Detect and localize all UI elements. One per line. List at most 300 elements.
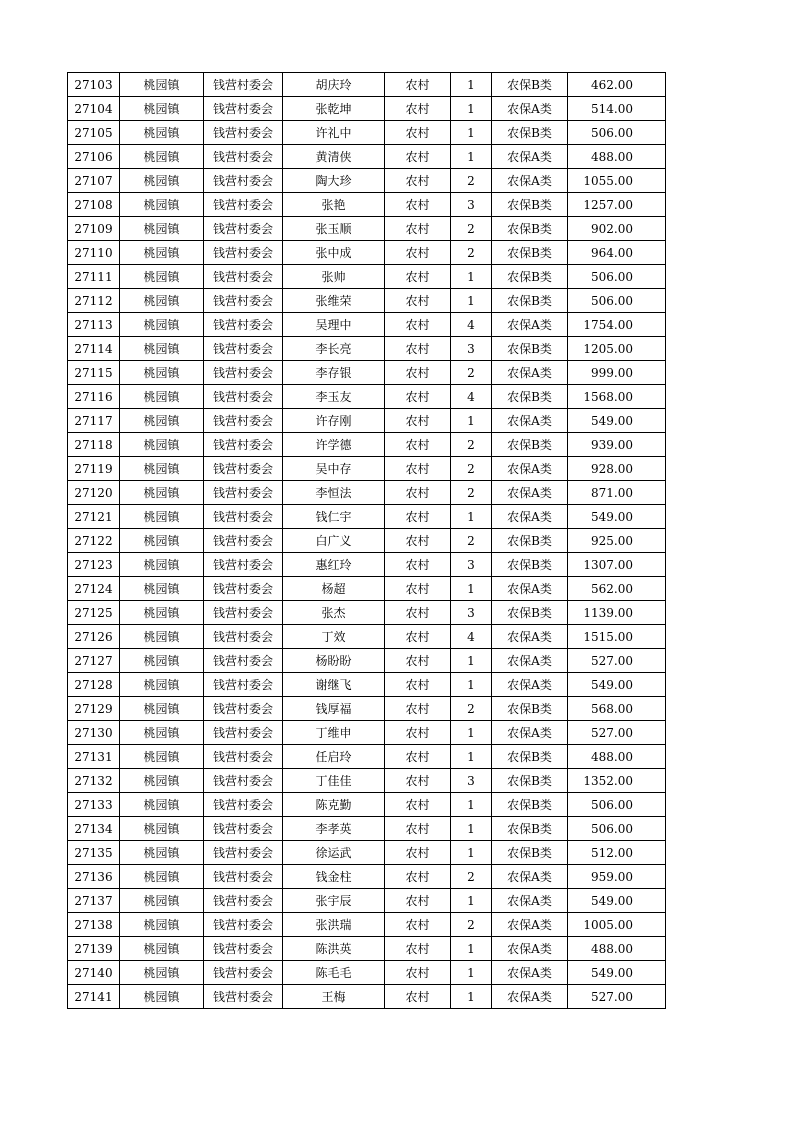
- amount-cell: 1568.00: [568, 385, 666, 409]
- category-cell: 农保A类: [492, 145, 568, 169]
- name-cell: 徐运武: [283, 841, 385, 865]
- category-cell: 农保B类: [492, 121, 568, 145]
- household-type-cell: 农村: [385, 361, 451, 385]
- town-cell: 桃园镇: [120, 649, 204, 673]
- household-type-cell: 农村: [385, 649, 451, 673]
- household-type-cell: 农村: [385, 793, 451, 817]
- table-row: [68, 721, 666, 745]
- member-count-cell: 1: [451, 961, 492, 985]
- village-cell: 钱营村委会: [204, 673, 283, 697]
- amount-cell: 488.00: [568, 745, 666, 769]
- household-type-cell: 农村: [385, 937, 451, 961]
- household-type-cell: 农村: [385, 913, 451, 937]
- household-type-cell: 农村: [385, 841, 451, 865]
- member-count-cell: 1: [451, 265, 492, 289]
- member-count-cell: 1: [451, 793, 492, 817]
- table-row: [68, 769, 666, 793]
- category-cell: 农保A类: [492, 313, 568, 337]
- town-cell: 桃园镇: [120, 505, 204, 529]
- name-cell: 黄清侠: [283, 145, 385, 169]
- name-cell: 杨盼盼: [283, 649, 385, 673]
- town-cell: 桃园镇: [120, 433, 204, 457]
- household-type-cell: 农村: [385, 961, 451, 985]
- household-type-cell: 农村: [385, 865, 451, 889]
- household-type-cell: 农村: [385, 745, 451, 769]
- name-cell: 惠红玲: [283, 553, 385, 577]
- member-count-cell: 1: [451, 985, 492, 1009]
- name-cell: 张洪瑞: [283, 913, 385, 937]
- member-count-cell: 1: [451, 97, 492, 121]
- category-cell: 农保A类: [492, 961, 568, 985]
- serial-cell: 27108: [68, 193, 120, 217]
- member-count-cell: 2: [451, 529, 492, 553]
- table-row: [68, 145, 666, 169]
- town-cell: 桃园镇: [120, 745, 204, 769]
- serial-cell: 27120: [68, 481, 120, 505]
- name-cell: 陈洪英: [283, 937, 385, 961]
- amount-cell: 506.00: [568, 265, 666, 289]
- table-row: [68, 385, 666, 409]
- table-row: [68, 193, 666, 217]
- table-row: [68, 121, 666, 145]
- village-cell: 钱营村委会: [204, 865, 283, 889]
- town-cell: 桃园镇: [120, 241, 204, 265]
- town-cell: 桃园镇: [120, 457, 204, 481]
- name-cell: 王梅: [283, 985, 385, 1009]
- serial-cell: 27110: [68, 241, 120, 265]
- table-row: [68, 169, 666, 193]
- town-cell: 桃园镇: [120, 121, 204, 145]
- town-cell: 桃园镇: [120, 697, 204, 721]
- category-cell: 农保B类: [492, 385, 568, 409]
- name-cell: 丁维申: [283, 721, 385, 745]
- category-cell: 农保A类: [492, 97, 568, 121]
- household-type-cell: 农村: [385, 721, 451, 745]
- household-type-cell: 农村: [385, 529, 451, 553]
- category-cell: 农保B类: [492, 601, 568, 625]
- name-cell: 白广义: [283, 529, 385, 553]
- category-cell: 农保B类: [492, 289, 568, 313]
- name-cell: 李孝英: [283, 817, 385, 841]
- amount-cell: 527.00: [568, 649, 666, 673]
- village-cell: 钱营村委会: [204, 361, 283, 385]
- village-cell: 钱营村委会: [204, 697, 283, 721]
- amount-cell: 549.00: [568, 409, 666, 433]
- serial-cell: 27140: [68, 961, 120, 985]
- table-row: [68, 73, 666, 97]
- serial-cell: 27126: [68, 625, 120, 649]
- household-type-cell: 农村: [385, 73, 451, 97]
- category-cell: 农保A类: [492, 865, 568, 889]
- serial-cell: 27107: [68, 169, 120, 193]
- town-cell: 桃园镇: [120, 73, 204, 97]
- town-cell: 桃园镇: [120, 673, 204, 697]
- amount-cell: 506.00: [568, 793, 666, 817]
- table-row: [68, 313, 666, 337]
- household-type-cell: 农村: [385, 481, 451, 505]
- village-cell: 钱营村委会: [204, 97, 283, 121]
- table-row: [68, 625, 666, 649]
- member-count-cell: 3: [451, 553, 492, 577]
- member-count-cell: 2: [451, 169, 492, 193]
- serial-cell: 27117: [68, 409, 120, 433]
- serial-cell: 27136: [68, 865, 120, 889]
- category-cell: 农保B类: [492, 529, 568, 553]
- table-row: [68, 433, 666, 457]
- category-cell: 农保B类: [492, 745, 568, 769]
- table-row: [68, 265, 666, 289]
- amount-cell: 462.00: [568, 73, 666, 97]
- amount-cell: 506.00: [568, 289, 666, 313]
- household-type-cell: 农村: [385, 625, 451, 649]
- table-row: [68, 841, 666, 865]
- name-cell: 张玉顺: [283, 217, 385, 241]
- amount-cell: 902.00: [568, 217, 666, 241]
- category-cell: 农保A类: [492, 721, 568, 745]
- household-type-cell: 农村: [385, 409, 451, 433]
- member-count-cell: 1: [451, 409, 492, 433]
- category-cell: 农保A类: [492, 457, 568, 481]
- member-count-cell: 1: [451, 745, 492, 769]
- name-cell: 许学德: [283, 433, 385, 457]
- household-type-cell: 农村: [385, 457, 451, 481]
- name-cell: 钱金柱: [283, 865, 385, 889]
- member-count-cell: 2: [451, 697, 492, 721]
- member-count-cell: 1: [451, 841, 492, 865]
- town-cell: 桃园镇: [120, 865, 204, 889]
- village-cell: 钱营村委会: [204, 889, 283, 913]
- village-cell: 钱营村委会: [204, 601, 283, 625]
- household-type-cell: 农村: [385, 97, 451, 121]
- table-row: [68, 961, 666, 985]
- serial-cell: 27103: [68, 73, 120, 97]
- amount-cell: 1139.00: [568, 601, 666, 625]
- amount-cell: 512.00: [568, 841, 666, 865]
- serial-cell: 27135: [68, 841, 120, 865]
- village-cell: 钱营村委会: [204, 193, 283, 217]
- serial-cell: 27132: [68, 769, 120, 793]
- town-cell: 桃园镇: [120, 937, 204, 961]
- member-count-cell: 2: [451, 241, 492, 265]
- serial-cell: 27106: [68, 145, 120, 169]
- category-cell: 农保B类: [492, 217, 568, 241]
- category-cell: 农保A类: [492, 649, 568, 673]
- category-cell: 农保B类: [492, 265, 568, 289]
- name-cell: 陶大珍: [283, 169, 385, 193]
- village-cell: 钱营村委会: [204, 409, 283, 433]
- household-type-cell: 农村: [385, 313, 451, 337]
- category-cell: 农保B类: [492, 793, 568, 817]
- serial-cell: 27111: [68, 265, 120, 289]
- amount-cell: 549.00: [568, 889, 666, 913]
- name-cell: 许礼中: [283, 121, 385, 145]
- household-type-cell: 农村: [385, 769, 451, 793]
- serial-cell: 27119: [68, 457, 120, 481]
- household-type-cell: 农村: [385, 289, 451, 313]
- town-cell: 桃园镇: [120, 409, 204, 433]
- serial-cell: 27137: [68, 889, 120, 913]
- village-cell: 钱营村委会: [204, 529, 283, 553]
- town-cell: 桃园镇: [120, 577, 204, 601]
- serial-cell: 27131: [68, 745, 120, 769]
- village-cell: 钱营村委会: [204, 433, 283, 457]
- category-cell: 农保A类: [492, 169, 568, 193]
- household-type-cell: 农村: [385, 241, 451, 265]
- member-count-cell: 1: [451, 673, 492, 697]
- member-count-cell: 3: [451, 769, 492, 793]
- table-row: [68, 505, 666, 529]
- table-row: [68, 745, 666, 769]
- name-cell: 陈毛毛: [283, 961, 385, 985]
- category-cell: 农保B类: [492, 337, 568, 361]
- amount-cell: 527.00: [568, 721, 666, 745]
- category-cell: 农保A类: [492, 625, 568, 649]
- category-cell: 农保A类: [492, 889, 568, 913]
- table-row: [68, 817, 666, 841]
- member-count-cell: 4: [451, 625, 492, 649]
- category-cell: 农保B类: [492, 769, 568, 793]
- table-row: [68, 697, 666, 721]
- category-cell: 农保A类: [492, 361, 568, 385]
- category-cell: 农保A类: [492, 673, 568, 697]
- table-row: [68, 481, 666, 505]
- table-row: [68, 865, 666, 889]
- category-cell: 农保B类: [492, 817, 568, 841]
- category-cell: 农保A类: [492, 409, 568, 433]
- amount-cell: 549.00: [568, 673, 666, 697]
- household-type-cell: 农村: [385, 817, 451, 841]
- town-cell: 桃园镇: [120, 217, 204, 241]
- name-cell: 钱仁宇: [283, 505, 385, 529]
- name-cell: 张帅: [283, 265, 385, 289]
- amount-cell: 1205.00: [568, 337, 666, 361]
- village-cell: 钱营村委会: [204, 217, 283, 241]
- name-cell: 张艳: [283, 193, 385, 217]
- amount-cell: 928.00: [568, 457, 666, 481]
- table-row: [68, 241, 666, 265]
- category-cell: 农保B类: [492, 433, 568, 457]
- name-cell: 李存银: [283, 361, 385, 385]
- village-cell: 钱营村委会: [204, 721, 283, 745]
- serial-cell: 27115: [68, 361, 120, 385]
- name-cell: 张杰: [283, 601, 385, 625]
- amount-cell: 1754.00: [568, 313, 666, 337]
- table-row: [68, 457, 666, 481]
- village-cell: 钱营村委会: [204, 841, 283, 865]
- serial-cell: 27122: [68, 529, 120, 553]
- serial-cell: 27118: [68, 433, 120, 457]
- name-cell: 李玉友: [283, 385, 385, 409]
- member-count-cell: 2: [451, 217, 492, 241]
- member-count-cell: 2: [451, 457, 492, 481]
- table-row: [68, 577, 666, 601]
- category-cell: 农保B类: [492, 841, 568, 865]
- household-type-cell: 农村: [385, 385, 451, 409]
- serial-cell: 27128: [68, 673, 120, 697]
- village-cell: 钱营村委会: [204, 337, 283, 361]
- village-cell: 钱营村委会: [204, 961, 283, 985]
- table-row: [68, 937, 666, 961]
- village-cell: 钱营村委会: [204, 553, 283, 577]
- amount-cell: 1515.00: [568, 625, 666, 649]
- amount-cell: 549.00: [568, 961, 666, 985]
- category-cell: 农保B类: [492, 241, 568, 265]
- member-count-cell: 4: [451, 313, 492, 337]
- category-cell: 农保A类: [492, 577, 568, 601]
- serial-cell: 27121: [68, 505, 120, 529]
- member-count-cell: 1: [451, 289, 492, 313]
- category-cell: 农保B类: [492, 697, 568, 721]
- household-type-cell: 农村: [385, 697, 451, 721]
- member-count-cell: 3: [451, 601, 492, 625]
- village-cell: 钱营村委会: [204, 169, 283, 193]
- amount-cell: 999.00: [568, 361, 666, 385]
- household-type-cell: 农村: [385, 217, 451, 241]
- serial-cell: 27125: [68, 601, 120, 625]
- town-cell: 桃园镇: [120, 793, 204, 817]
- table-body: [68, 73, 666, 1009]
- town-cell: 桃园镇: [120, 265, 204, 289]
- category-cell: 农保A类: [492, 937, 568, 961]
- name-cell: 钱厚福: [283, 697, 385, 721]
- name-cell: 丁效: [283, 625, 385, 649]
- name-cell: 吴理中: [283, 313, 385, 337]
- member-count-cell: 3: [451, 193, 492, 217]
- table-row: [68, 289, 666, 313]
- household-type-cell: 农村: [385, 265, 451, 289]
- household-type-cell: 农村: [385, 673, 451, 697]
- amount-cell: 925.00: [568, 529, 666, 553]
- household-type-cell: 农村: [385, 169, 451, 193]
- table-row: [68, 913, 666, 937]
- category-cell: 农保A类: [492, 481, 568, 505]
- amount-cell: 562.00: [568, 577, 666, 601]
- category-cell: 农保A类: [492, 985, 568, 1009]
- village-cell: 钱营村委会: [204, 265, 283, 289]
- table-row: [68, 97, 666, 121]
- name-cell: 陈克勤: [283, 793, 385, 817]
- amount-cell: 1005.00: [568, 913, 666, 937]
- village-cell: 钱营村委会: [204, 985, 283, 1009]
- table-row: [68, 673, 666, 697]
- name-cell: 李恒法: [283, 481, 385, 505]
- amount-cell: 939.00: [568, 433, 666, 457]
- household-type-cell: 农村: [385, 985, 451, 1009]
- table-row: [68, 553, 666, 577]
- village-cell: 钱营村委会: [204, 745, 283, 769]
- amount-cell: 488.00: [568, 937, 666, 961]
- table-row: [68, 529, 666, 553]
- household-type-cell: 农村: [385, 601, 451, 625]
- serial-cell: 27133: [68, 793, 120, 817]
- amount-cell: 506.00: [568, 121, 666, 145]
- amount-cell: 527.00: [568, 985, 666, 1009]
- village-cell: 钱营村委会: [204, 385, 283, 409]
- household-type-cell: 农村: [385, 577, 451, 601]
- household-type-cell: 农村: [385, 337, 451, 361]
- town-cell: 桃园镇: [120, 313, 204, 337]
- town-cell: 桃园镇: [120, 529, 204, 553]
- town-cell: 桃园镇: [120, 601, 204, 625]
- amount-cell: 1055.00: [568, 169, 666, 193]
- serial-cell: 27104: [68, 97, 120, 121]
- household-type-cell: 农村: [385, 553, 451, 577]
- village-cell: 钱营村委会: [204, 289, 283, 313]
- village-cell: 钱营村委会: [204, 121, 283, 145]
- serial-cell: 27139: [68, 937, 120, 961]
- town-cell: 桃园镇: [120, 841, 204, 865]
- category-cell: 农保B类: [492, 193, 568, 217]
- table-row: [68, 889, 666, 913]
- village-cell: 钱营村委会: [204, 73, 283, 97]
- serial-cell: 27123: [68, 553, 120, 577]
- name-cell: 谢继飞: [283, 673, 385, 697]
- amount-cell: 488.00: [568, 145, 666, 169]
- name-cell: 张乾坤: [283, 97, 385, 121]
- town-cell: 桃园镇: [120, 961, 204, 985]
- village-cell: 钱营村委会: [204, 793, 283, 817]
- village-cell: 钱营村委会: [204, 457, 283, 481]
- town-cell: 桃园镇: [120, 385, 204, 409]
- amount-cell: 1257.00: [568, 193, 666, 217]
- name-cell: 吴中存: [283, 457, 385, 481]
- member-count-cell: 1: [451, 817, 492, 841]
- serial-cell: 27116: [68, 385, 120, 409]
- member-count-cell: 2: [451, 433, 492, 457]
- serial-cell: 27127: [68, 649, 120, 673]
- member-count-cell: 1: [451, 721, 492, 745]
- serial-cell: 27129: [68, 697, 120, 721]
- village-cell: 钱营村委会: [204, 241, 283, 265]
- category-cell: 农保B类: [492, 73, 568, 97]
- table-row: [68, 361, 666, 385]
- amount-cell: 964.00: [568, 241, 666, 265]
- table-row: [68, 985, 666, 1009]
- village-cell: 钱营村委会: [204, 817, 283, 841]
- town-cell: 桃园镇: [120, 193, 204, 217]
- name-cell: 李长亮: [283, 337, 385, 361]
- village-cell: 钱营村委会: [204, 313, 283, 337]
- village-cell: 钱营村委会: [204, 649, 283, 673]
- name-cell: 杨超: [283, 577, 385, 601]
- member-count-cell: 1: [451, 649, 492, 673]
- amount-cell: 514.00: [568, 97, 666, 121]
- name-cell: 张维荣: [283, 289, 385, 313]
- town-cell: 桃园镇: [120, 817, 204, 841]
- town-cell: 桃园镇: [120, 169, 204, 193]
- village-cell: 钱营村委会: [204, 481, 283, 505]
- serial-cell: 27113: [68, 313, 120, 337]
- member-count-cell: 2: [451, 481, 492, 505]
- member-count-cell: 1: [451, 577, 492, 601]
- town-cell: 桃园镇: [120, 625, 204, 649]
- category-cell: 农保A类: [492, 505, 568, 529]
- table-row: [68, 601, 666, 625]
- name-cell: 张宇辰: [283, 889, 385, 913]
- household-type-cell: 农村: [385, 193, 451, 217]
- member-count-cell: 1: [451, 505, 492, 529]
- member-count-cell: 2: [451, 865, 492, 889]
- town-cell: 桃园镇: [120, 769, 204, 793]
- household-type-cell: 农村: [385, 433, 451, 457]
- town-cell: 桃园镇: [120, 97, 204, 121]
- amount-cell: 549.00: [568, 505, 666, 529]
- amount-cell: 1352.00: [568, 769, 666, 793]
- town-cell: 桃园镇: [120, 289, 204, 313]
- town-cell: 桃园镇: [120, 337, 204, 361]
- household-type-cell: 农村: [385, 145, 451, 169]
- household-type-cell: 农村: [385, 889, 451, 913]
